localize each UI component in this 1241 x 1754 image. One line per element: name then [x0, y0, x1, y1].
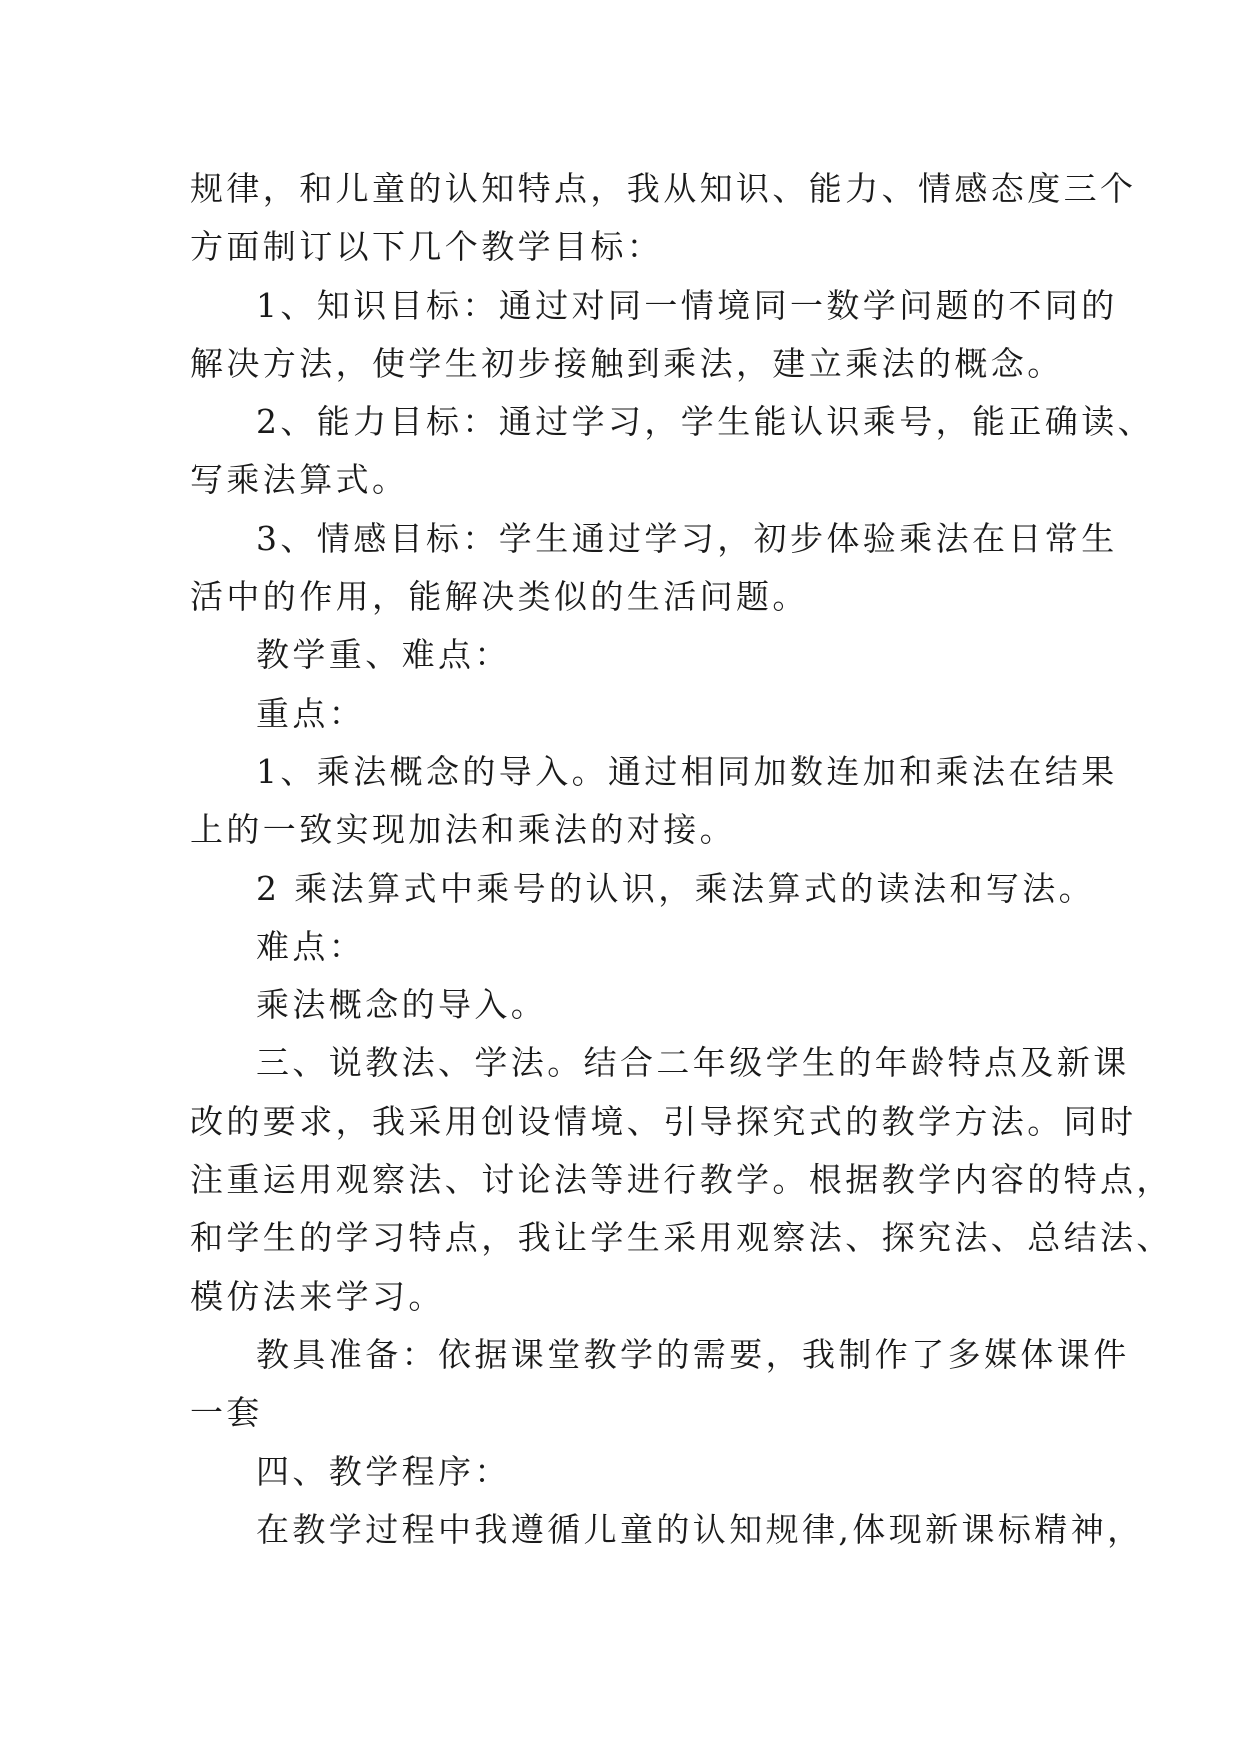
text-line: 教具准备：依据课堂教学的需要，我制作了多媒体课件 [256, 1334, 1130, 1374]
text-line: 上的一致实现加法和乘法的对接。 [190, 810, 736, 850]
text-line: 乘法概念的导入。 [256, 985, 548, 1025]
text-line: 方面制订以下几个教学目标： [190, 227, 664, 267]
text-line: 3、情感目标：学生通过学习，初步体验乘法在日常生 [256, 518, 1118, 558]
subsection-heading: 难点： [256, 926, 366, 966]
text-line: 一套 [190, 1393, 263, 1433]
subsection-heading: 重点： [256, 693, 366, 733]
text-line: 模仿法来学习。 [190, 1276, 445, 1316]
text-line: 解决方法，使学生初步接触到乘法，建立乘法的概念。 [190, 343, 1064, 383]
section-heading: 四、教学程序： [256, 1451, 511, 1491]
section-heading: 教学重、难点： [256, 635, 511, 675]
text-line: 1、乘法概念的导入。通过相同加数连加和乘法在结果 [256, 751, 1118, 791]
text-line: 写乘法算式。 [190, 460, 409, 500]
text-line: 1、知识目标：通过对同一情境同一数学问题的不同的 [256, 285, 1118, 325]
text-line: 在教学过程中我遵循儿童的认知规律,体现新课标精神， [256, 1509, 1144, 1549]
text-line: 活中的作用，能解决类似的生活问题。 [190, 577, 809, 617]
text-line: 注重运用观察法、讨论法等进行教学。根据教学内容的特点， [190, 1160, 1173, 1200]
text-line: 2、能力目标：通过学习，学生能认识乘号，能正确读、 [256, 402, 1154, 442]
text-line: 改的要求，我采用创设情境、引导探究式的教学方法。同时 [190, 1101, 1137, 1141]
document-body [190, 160, 1173, 1559]
text-line: 2 乘法算式中乘号的认识，乘法算式的读法和写法。 [256, 868, 1096, 908]
text-line: 三、说教法、学法。结合二年级学生的年龄特点及新课 [256, 1043, 1130, 1083]
text-line: 规律，和儿童的认知特点，我从知识、能力、情感态度三个 [190, 169, 1137, 208]
text-line: 和学生的学习特点，我让学生采用观察法、探究法、总结法、 [190, 1218, 1173, 1258]
